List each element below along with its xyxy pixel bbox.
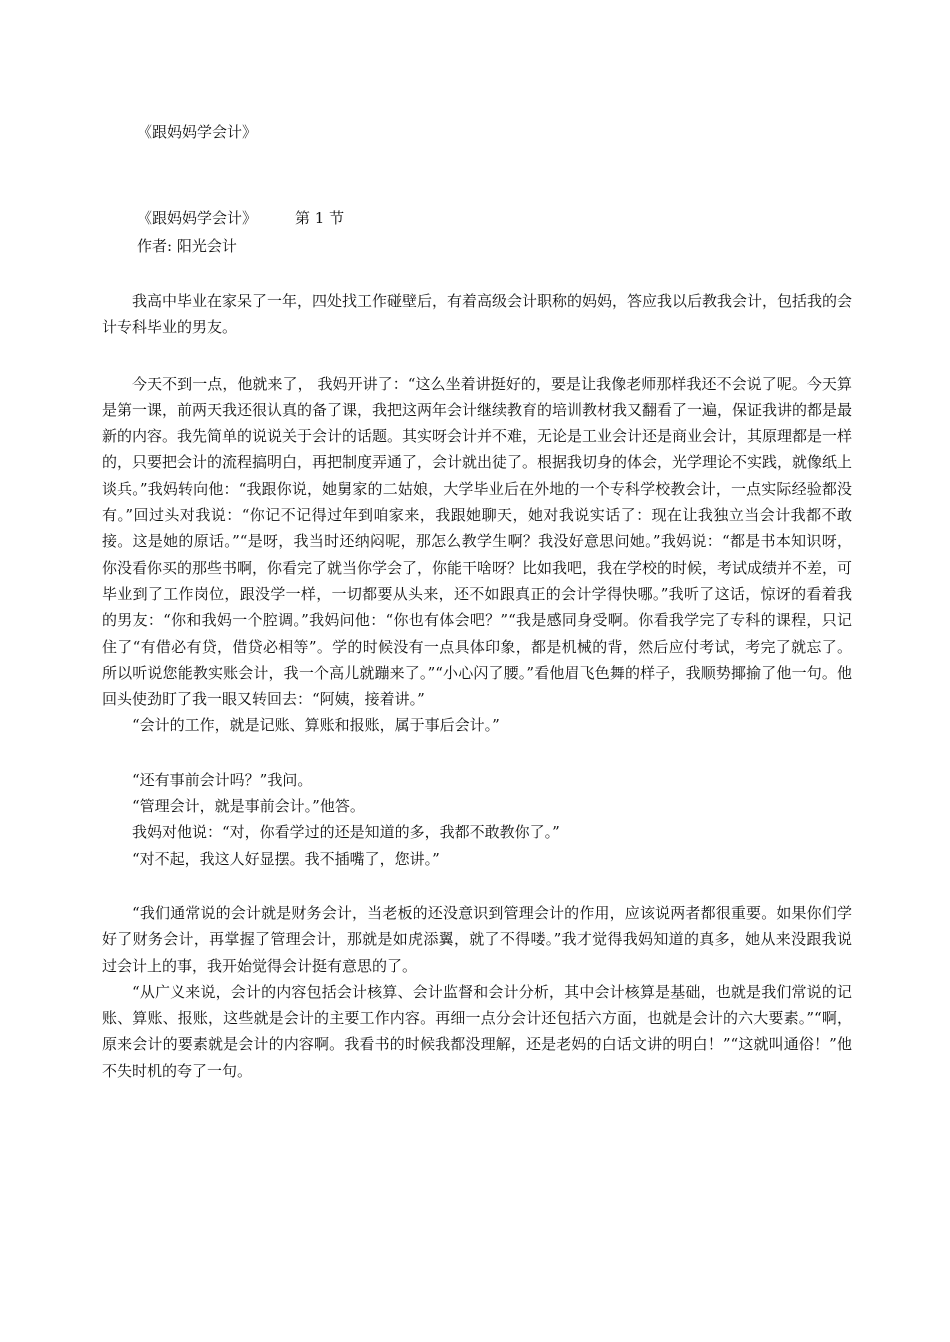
paragraph: 我妈对他说：“对，你看学过的还是知道的多，我都不敢教你了。”	[132, 823, 560, 842]
paragraph: 今天不到一点，他就来了， 我妈开讲了：“这么坐着讲挺好的，要是让我像老师那样我还不会说了呢。今天算是第一课，前两天我还很认真的备了课，我把这两年会计继续教育的培训教材我又翻看了一遍，保证我讲的都是最新的内容。我先简单的说说关于会计的话题。其实呀会计并不难，无论是工业会计还是商业会计，其原理都是一样的，只要把会计的流程搞明白，再把制度弄通了，会计就出徒了。根据我切身的体会，光学理论不实践，就像纸上谈兵。”我妈转向他：“我跟你说，她舅家的二姑娘，大学毕业后在外地的一个专科学校教会计，一点实际经验都没有。”回过头对我说：“你记不记得过年到咱家来，我跟她聊天，她对我说实话了：现在让我独立当会计我都不敢接。这是她的原话。”“是呀，我当时还纳闷呢，那怎么教学生啊？我没好意思问她。”我妈说：“都是书本知识呀，你没看你买的那些书啊，你看完了就当你学会了，你能干啥呀？比如我吧，我在学校的时候，考试成绩并不差，可毕业到了工作岗位，跟没学一样，一切都要从头来，还不如跟真正的会计学得快哪。”我听了这话，惊讶的看着我的男友：“你和我妈一个腔调。”我妈问他：“你也有体会吧？”“我是感同身受啊。你看我学完了专科的课程，只记住了“有借必有贷，借贷必相等”。学的时候没有一点具体印象，都是机械的背，然后应付考试，考完了就忘了。所以听说您能教实账会计，我一个高儿就蹦来了。”“小心闪了腰。”看他眉飞色舞的样子，我顺势揶揄了他一句。他回头使劲盯了我一眼又转回去：“阿姨，接着讲。”	[102, 374, 853, 709]
paragraph: “我们通常说的会计就是财务会计，当老板的还没意识到管理会计的作用，应该说两者都很重要。如果你们学好了财务会计，再掌握了管理会计，那就是如虎添翼，就了不得喽。”我才觉得我妈知道的真多，她从来没跟我说过会计上的事，我开始觉得会计挺有意思的了。	[102, 903, 852, 975]
section-number: 第 1 节	[295, 209, 345, 227]
chapter-heading	[137, 208, 344, 228]
author-line: 作者: 阳光会计	[137, 237, 237, 255]
paragraph: “对不起，我这人好显摆。我不插嘴了，您讲。”	[132, 849, 440, 868]
paragraph: “会计的工作，就是记账、算账和报账，属于事后会计。”	[132, 716, 500, 735]
paragraph: 我高中毕业在家呆了一年，四处找工作碰壁后，有着高级会计职称的妈妈，答应我以后教我会计，包括我的会计专科毕业的男友。	[102, 292, 853, 337]
paragraph: “从广义来说，会计的内容包括会计核算、会计监督和会计分析，其中会计核算是基础，也就是我们常说的记账、算账、报账，这些就是会计的主要工作内容。再细一点分会计还包括六方面，也就是会计的六大要素。”“啊，原来会计的要素就是会计的内容啊。我看书的时候我都没理解，还是老妈的白话文讲的明白！”“这就叫通俗！”他不失时机的夸了一句。	[102, 982, 852, 1080]
paragraph: “管理会计，就是事前会计。”他答。	[132, 797, 365, 816]
paragraph-gap	[102, 739, 852, 767]
chapter-title: 《跟妈妈学会计》	[137, 209, 258, 227]
body-text	[102, 288, 852, 1084]
paragraph-gap	[102, 341, 852, 371]
paragraph-gap	[102, 872, 852, 900]
paragraph: “还有事前会计吗？”我问。	[132, 770, 313, 789]
document-title: 《跟妈妈学会计》	[137, 123, 258, 141]
